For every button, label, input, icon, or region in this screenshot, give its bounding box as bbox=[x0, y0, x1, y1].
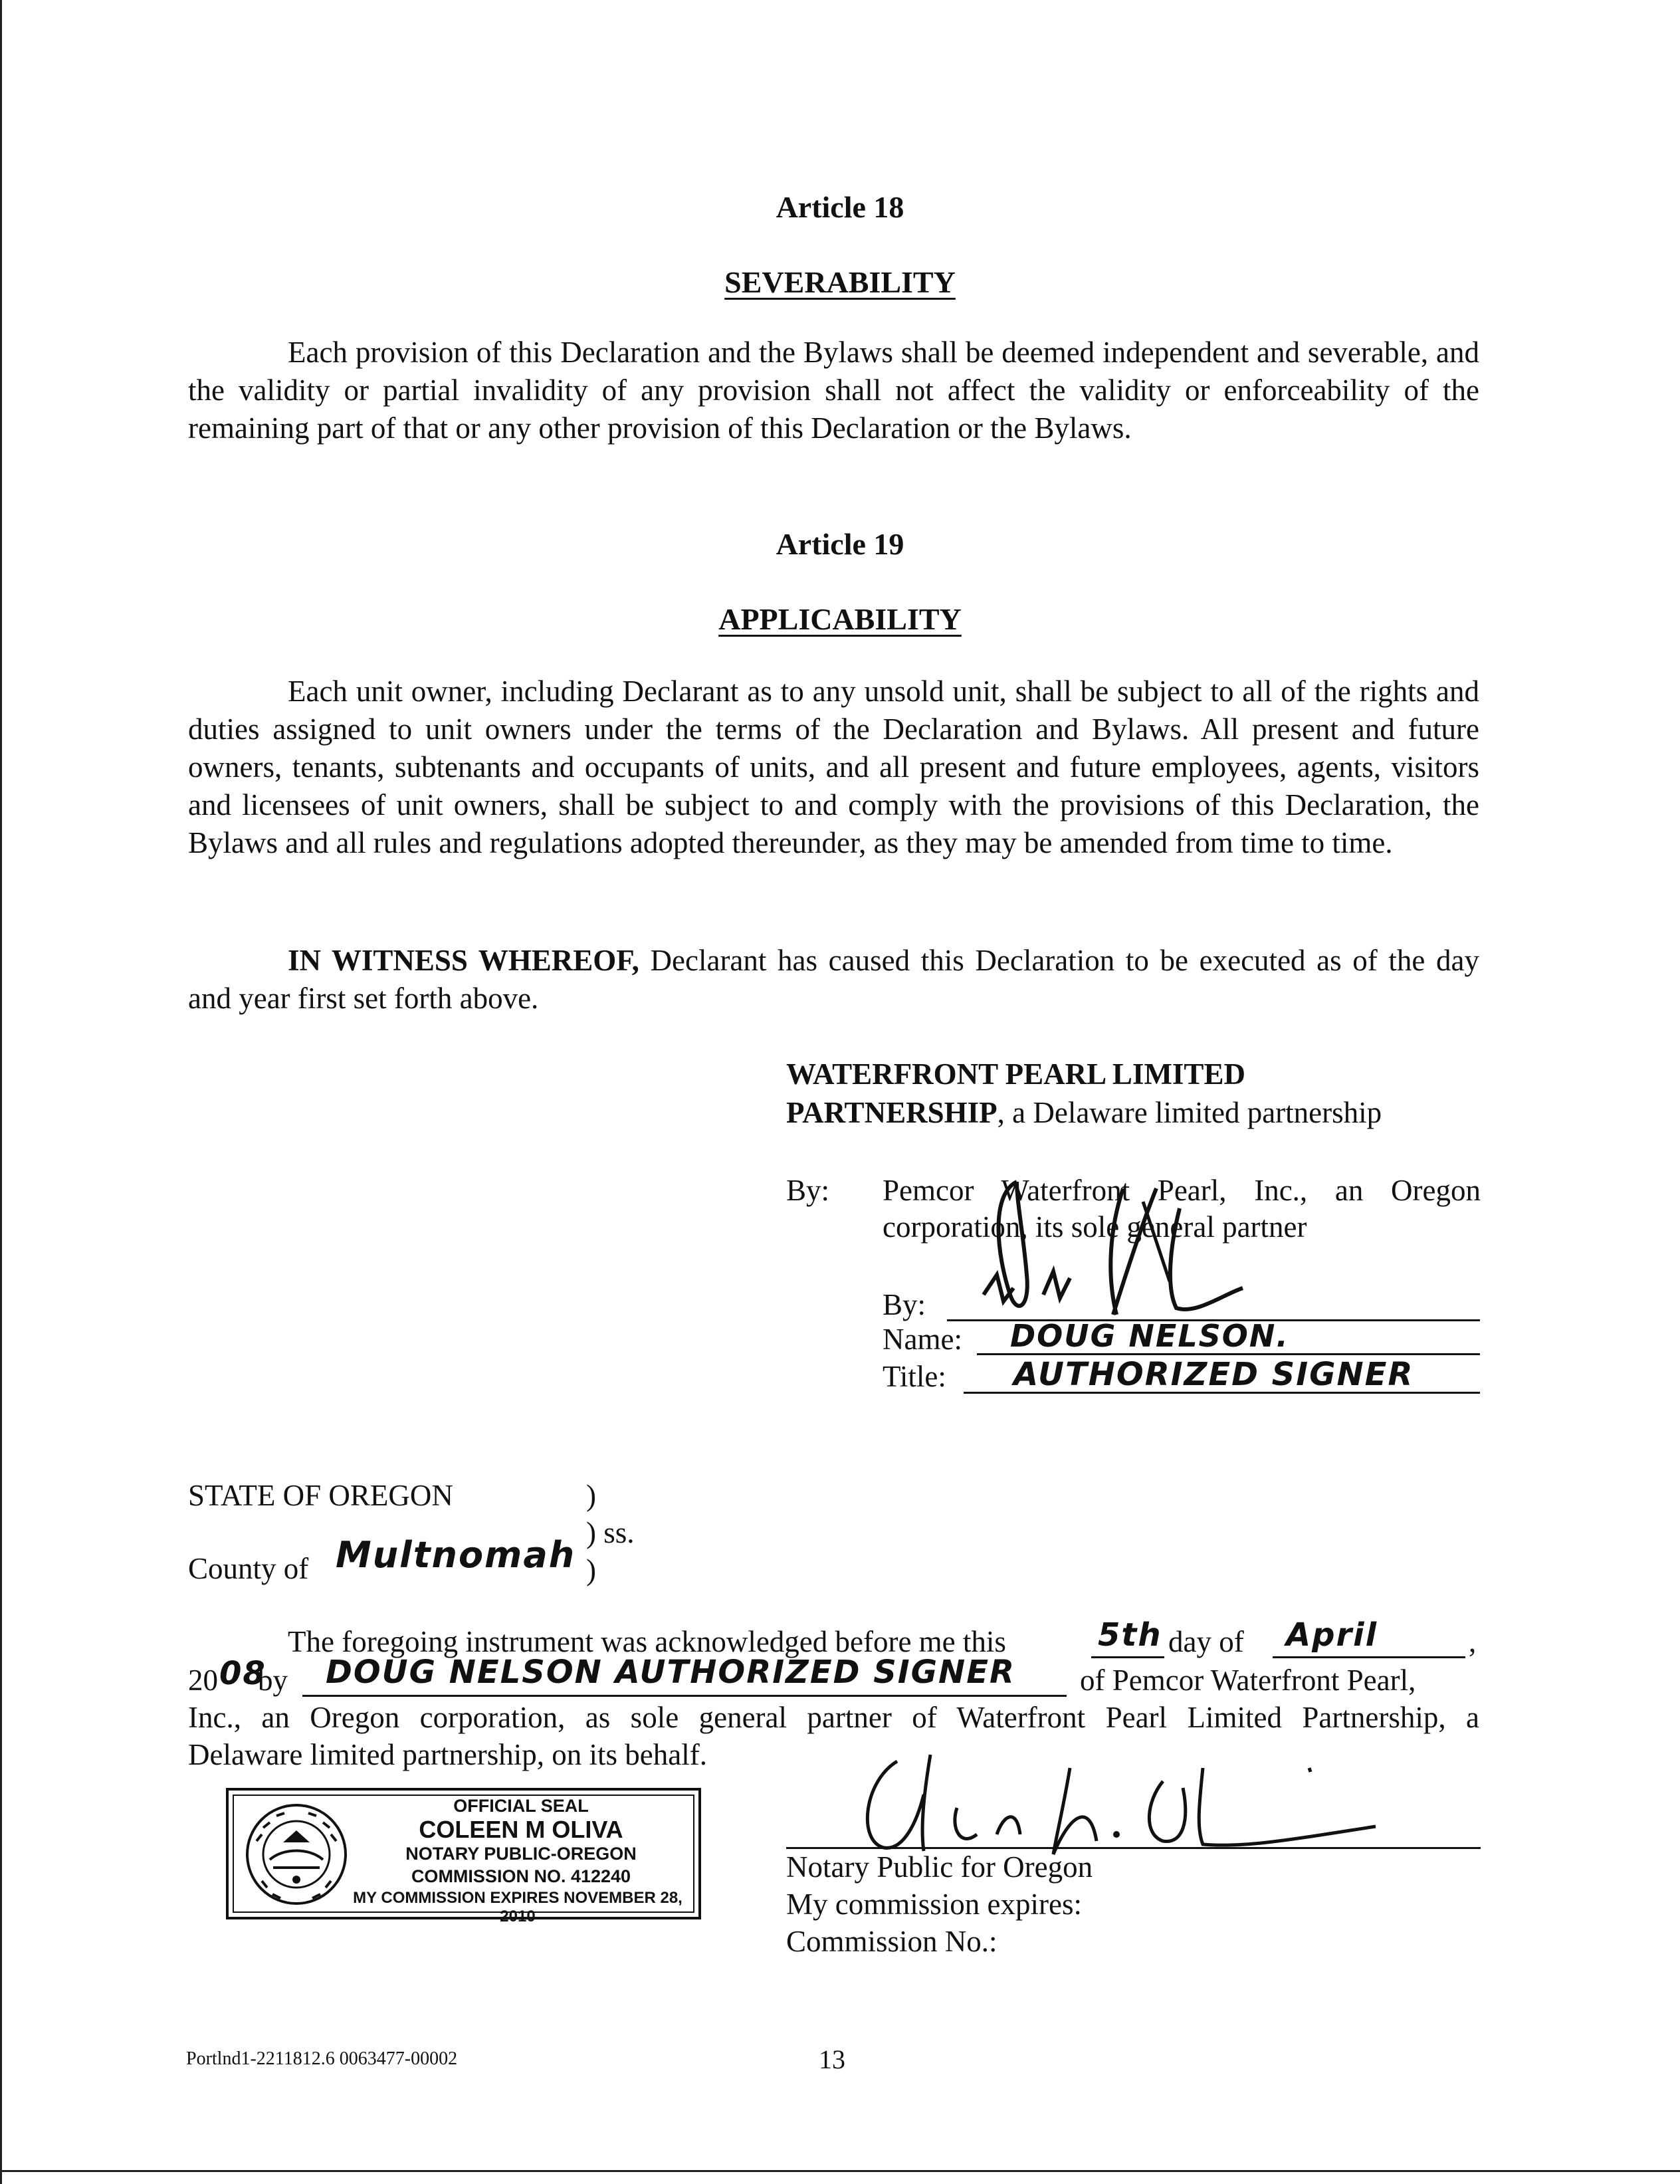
name-label: Name: bbox=[883, 1323, 962, 1356]
venue-ss: ) ss. bbox=[586, 1516, 635, 1549]
state-label: STATE OF OREGON bbox=[188, 1479, 453, 1512]
by-label: By: bbox=[786, 1174, 830, 1207]
seal-line3: NOTARY PUBLIC-OREGON bbox=[405, 1844, 637, 1864]
oregon-state-seal-icon bbox=[243, 1801, 350, 1908]
county-value: Multnomah bbox=[336, 1534, 576, 1576]
by-word: by bbox=[258, 1664, 288, 1697]
signer-line bbox=[302, 1695, 1067, 1697]
declarant-signature bbox=[944, 1162, 1316, 1335]
by-entity-line1: Pemcor Waterfront Pearl, Inc., an Oregon bbox=[883, 1174, 1481, 1207]
seal-line2: COLEEN M OLIVA bbox=[419, 1816, 623, 1843]
notary-signature bbox=[844, 1741, 1389, 1861]
notary-public-label: Notary Public for Oregon bbox=[786, 1850, 1093, 1884]
title-label: Title: bbox=[883, 1360, 946, 1393]
by-entity-line2: corporation, its sole general partner bbox=[883, 1210, 1307, 1244]
venue-paren-1: ) bbox=[586, 1479, 596, 1512]
commission-number-label: Commission No.: bbox=[786, 1925, 998, 1958]
article-19-body: Each unit owner, including Declarant as to any unsold unit, shall be subject to all of the rights and duties assigned to unit owners under the terms of the Declaration and Bylaws. All present and future owners, tenants, subtenants and occupants of units, and all present and future employees, agents, visitors and licensees of unit owners, shall be subject to and comply with the provisions of this Declaration, the Bylaws and all rules and regulations adopted thereunder, as they may be amended from time to time. bbox=[188, 675, 1479, 859]
month-value: April bbox=[1286, 1616, 1378, 1654]
scan-edge-left bbox=[0, 0, 2, 2184]
article-18-title: SEVERABILITY bbox=[724, 265, 956, 299]
witness-paragraph: IN WITNESS WHEREOF, Declarant has caused this Declaration to be executed as of the day and year first set forth above. bbox=[188, 944, 1479, 1015]
signatory-name-line2: PARTNERSHIP, a Delaware limited partnership bbox=[786, 1096, 1382, 1129]
seal-line5: MY COMMISSION EXPIRES NOVEMBER 28, 2010 bbox=[353, 1889, 682, 1925]
seal-line1: OFFICIAL SEAL bbox=[453, 1796, 589, 1816]
by2-label: By: bbox=[883, 1288, 926, 1321]
day-line bbox=[1091, 1656, 1164, 1658]
month-line bbox=[1273, 1656, 1465, 1658]
ack-comma: , bbox=[1469, 1625, 1477, 1658]
day-value: 5th bbox=[1098, 1616, 1162, 1654]
ack-part2: day of bbox=[1168, 1625, 1244, 1658]
county-label: County of bbox=[188, 1552, 309, 1585]
article-18-body: Each provision of this Declaration and the Bylaws shall be deemed independent and severable, and the validity or partial invalidity of any provision shall not affect the validity or enforceability of the remaining part of that or any other provision of this Declaration or the Bylaws. bbox=[188, 336, 1479, 445]
year-prefix: 20 bbox=[188, 1664, 218, 1697]
ack-part1: The foregoing instrument was acknowledged before me this bbox=[288, 1625, 1006, 1658]
signatory-name-line1: WATERFRONT PEARL LIMITED bbox=[786, 1057, 1245, 1091]
year-value: 08 bbox=[219, 1655, 266, 1692]
article-18-heading: Article 18 bbox=[776, 190, 904, 224]
page-number: 13 bbox=[819, 2044, 845, 2074]
scan-edge-bottom bbox=[0, 2170, 1680, 2172]
footer-doc-id: Portlnd1-2211812.6 0063477-00002 bbox=[186, 2048, 458, 2069]
official-seal-stamp bbox=[226, 1788, 701, 1925]
seal-line4: COMMISSION NO. 412240 bbox=[411, 1866, 631, 1886]
article-19-heading: Article 19 bbox=[776, 527, 904, 561]
article-19-title: APPLICABILITY bbox=[718, 602, 962, 636]
name-value: DOUG NELSON. bbox=[1010, 1318, 1289, 1354]
title-value: AUTHORIZED SIGNER bbox=[1013, 1356, 1414, 1393]
signer-value: DOUG NELSON AUTHORIZED SIGNER bbox=[326, 1654, 1015, 1691]
ack-line4: Delaware limited partnership, on its behalf. bbox=[188, 1738, 707, 1771]
venue-paren-3: ) bbox=[586, 1553, 596, 1586]
ack-part3: of Pemcor Waterfront Pearl, bbox=[1080, 1664, 1416, 1697]
commission-expires-label: My commission expires: bbox=[786, 1888, 1082, 1921]
ack-line3: Inc., an Oregon corporation, as sole general partner of Waterfront Pearl Limited Partnership, a bbox=[188, 1701, 1479, 1734]
